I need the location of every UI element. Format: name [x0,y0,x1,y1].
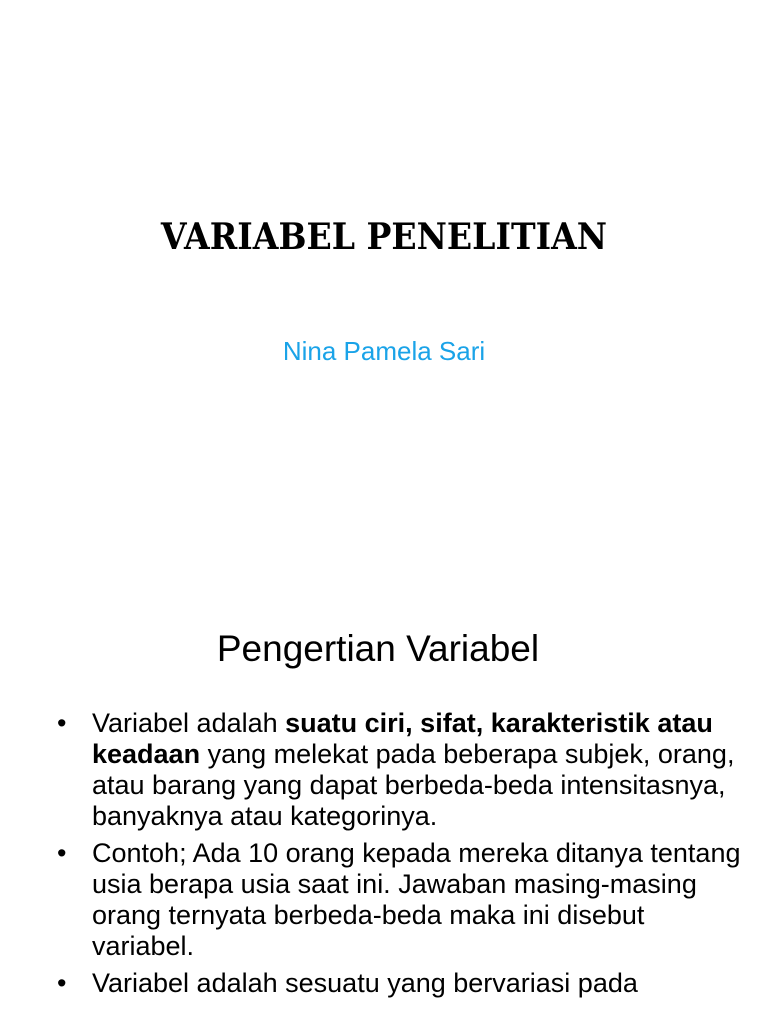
author-name: Nina Pamela Sari [282,336,486,366]
bullet-text-intro: Variabel adalah [92,708,286,738]
bullet-text-bold: suatu ciri, sifat, karakteristik atau keadaan [92,708,713,769]
presentation-title: VARIABEL PENELITIAN [160,216,608,258]
slide-heading: Pengertian Variabel [216,628,540,669]
bullet-item-definition [57,708,747,832]
bullet-item-example [57,838,747,962]
bullet-item-partial [57,968,747,999]
bullet-text: Variabel adalah sesuatu yang bervariasi pada [92,968,638,998]
bullet-text: Contoh; Ada 10 orang kepada mereka ditanya tentang usia berapa usia saat ini. Jawaban masing-masing orang ternyata berbeda-beda maka ini disebut variabel. [92,838,741,961]
content-slide [0,600,768,1024]
bullet-text-rest: yang melekat pada beberapa subjek, orang, atau barang yang dapat berbeda-beda intensitasnya, banyaknya atau kategorinya. [92,739,735,831]
bullet-icon: • [57,708,67,738]
bullet-icon: • [57,968,67,998]
bullet-icon: • [57,838,67,868]
bullet-list [57,708,747,1005]
